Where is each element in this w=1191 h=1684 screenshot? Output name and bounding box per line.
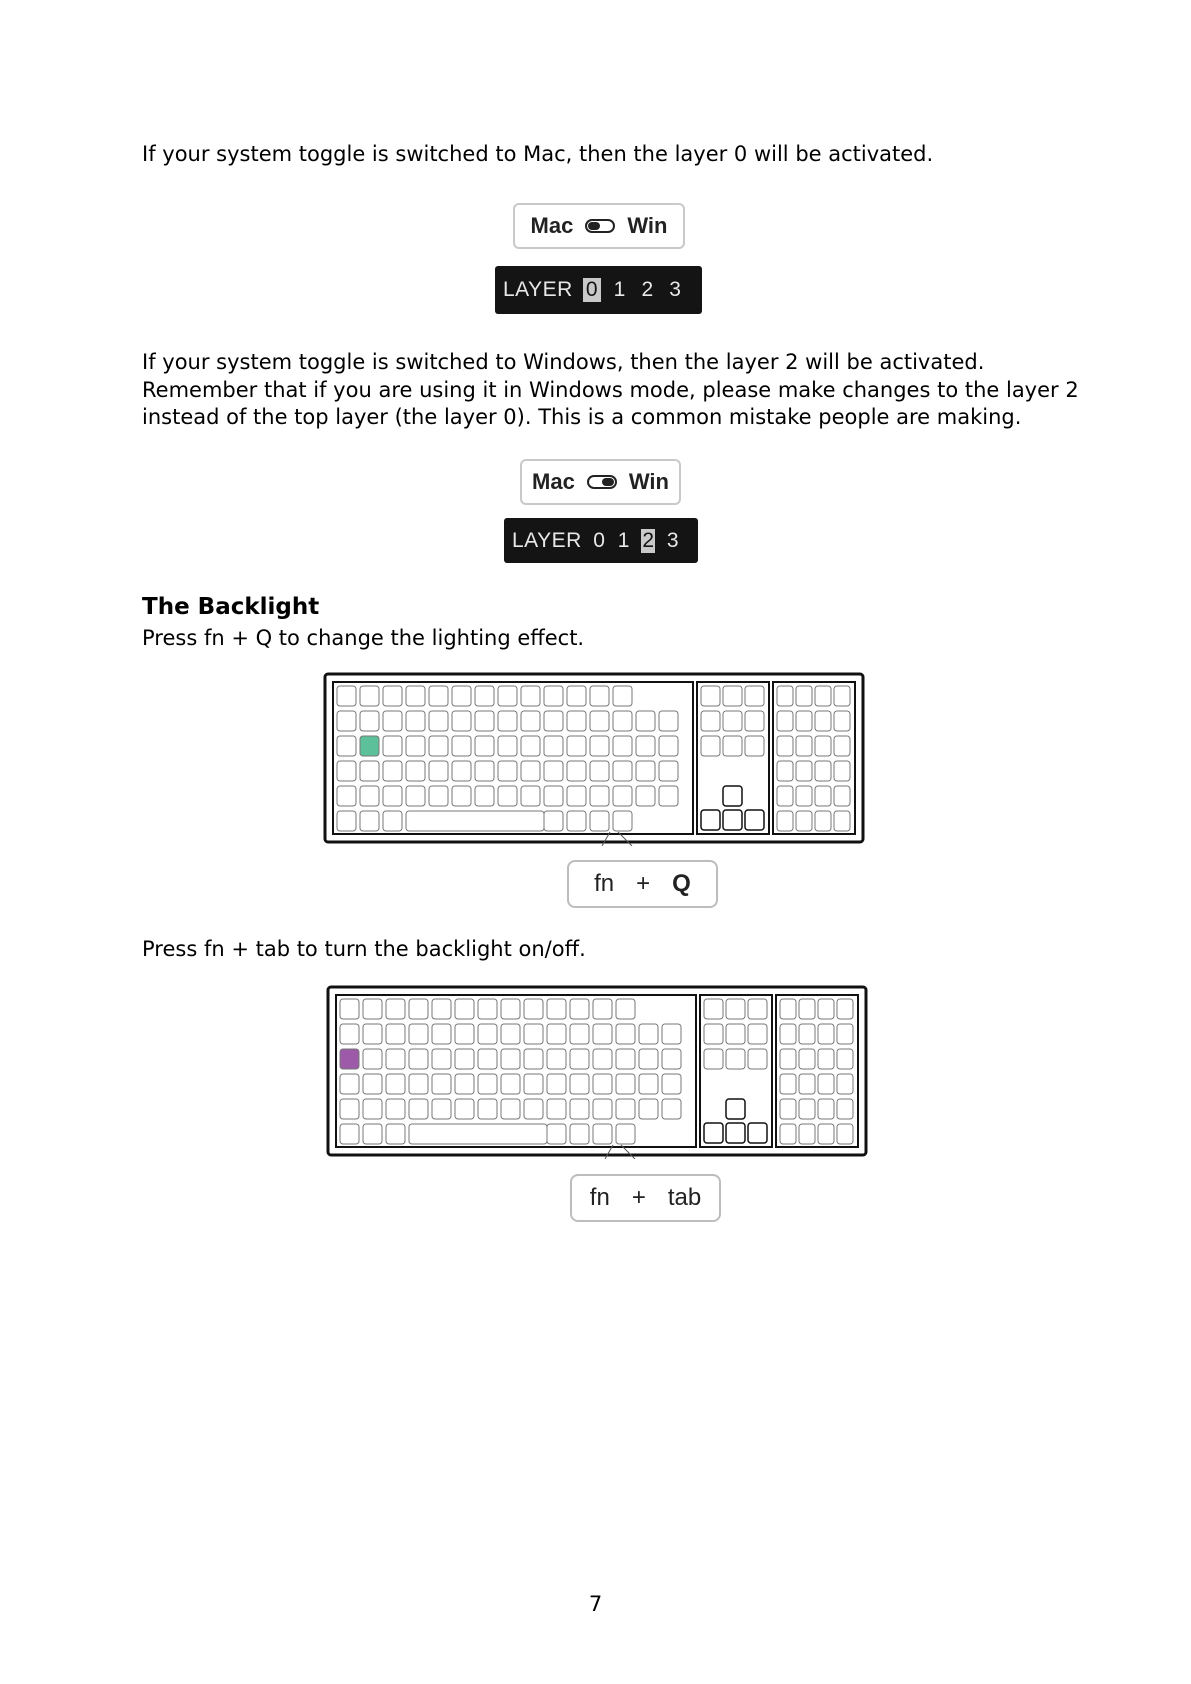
key (455, 1024, 474, 1044)
key (544, 761, 563, 781)
key (799, 1124, 815, 1144)
key (383, 761, 402, 781)
key (799, 1074, 815, 1094)
key (478, 999, 497, 1019)
key (478, 1049, 497, 1069)
key (616, 1099, 635, 1119)
mac-mode-text: If your system toggle is switched to Mac, then the layer 0 will be activated. (142, 142, 934, 166)
key (837, 1074, 853, 1094)
key (409, 1074, 428, 1094)
key (429, 686, 448, 706)
layer-indicator-win (504, 518, 698, 563)
key (837, 1049, 853, 1069)
key (455, 1049, 474, 1069)
key (662, 1074, 681, 1094)
key (478, 1099, 497, 1119)
toggle-win-label: Win (627, 213, 668, 238)
key (547, 1049, 566, 1069)
layer-label: LAYER (503, 278, 573, 301)
key (452, 761, 471, 781)
key (704, 1049, 723, 1069)
layer-indicator-mac (495, 266, 702, 314)
key (616, 999, 635, 1019)
key (429, 736, 448, 756)
key (337, 761, 356, 781)
key (475, 786, 494, 806)
key (406, 786, 425, 806)
arrow-key (745, 810, 764, 830)
key (452, 686, 471, 706)
key (567, 686, 586, 706)
key (780, 1024, 796, 1044)
key (409, 1124, 547, 1144)
arrow-up-key (723, 786, 742, 806)
key (837, 1024, 853, 1044)
key (701, 711, 720, 731)
callout-key-fn: fn (589, 1184, 610, 1211)
key (570, 1049, 589, 1069)
key (659, 711, 678, 731)
key (815, 736, 831, 756)
key (777, 686, 793, 706)
key (524, 1024, 543, 1044)
key (834, 686, 850, 706)
key (704, 1024, 723, 1044)
key (834, 786, 850, 806)
key (777, 711, 793, 731)
key (498, 686, 517, 706)
key (616, 1074, 635, 1094)
key (432, 1074, 451, 1094)
highlighted-key (340, 1049, 359, 1069)
mac-win-toggle-mac (513, 203, 685, 249)
key (818, 1049, 834, 1069)
key (521, 736, 540, 756)
key (429, 786, 448, 806)
key (659, 761, 678, 781)
key (748, 1049, 767, 1069)
key (815, 761, 831, 781)
key (726, 1049, 745, 1069)
key (704, 999, 723, 1019)
layer-2: 2 (642, 528, 655, 552)
arrow-up-key (726, 1099, 745, 1119)
shortcut-callout-fn-q (567, 860, 718, 908)
key (777, 786, 793, 806)
page-number: 7 (588, 1592, 603, 1616)
key (780, 1049, 796, 1069)
key (501, 999, 520, 1019)
key (616, 1124, 635, 1144)
key (567, 761, 586, 781)
key (340, 999, 359, 1019)
key (662, 1049, 681, 1069)
key (659, 786, 678, 806)
key (547, 1099, 566, 1119)
backlight-effect-text: Press fn + Q to change the lighting effect. (142, 626, 585, 650)
key (777, 811, 793, 831)
key (796, 786, 812, 806)
key (501, 1099, 520, 1119)
key (452, 786, 471, 806)
key (455, 1099, 474, 1119)
key (544, 811, 563, 831)
key (639, 1049, 658, 1069)
key (409, 1099, 428, 1119)
key (837, 999, 853, 1019)
key (780, 1074, 796, 1094)
key (567, 711, 586, 731)
win-mode-text-line2: Remember that if you are using it in Windows mode, please make changes to the layer 2 (142, 378, 1079, 402)
key (409, 1024, 428, 1044)
key (570, 999, 589, 1019)
layer-3: 3 (666, 528, 679, 552)
key (818, 1074, 834, 1094)
key (363, 1074, 382, 1094)
key (570, 1074, 589, 1094)
key (544, 686, 563, 706)
key (837, 1124, 853, 1144)
layer-0: 0 (593, 528, 605, 552)
callout-key-q: Q (672, 870, 691, 897)
toggle-switch-icon (585, 219, 615, 233)
toggle-mac-label: Mac (530, 213, 574, 238)
key (570, 1024, 589, 1044)
key (544, 736, 563, 756)
key (363, 1049, 382, 1069)
key (616, 1024, 635, 1044)
arrow-key (701, 810, 720, 830)
key (360, 811, 379, 831)
key (547, 1074, 566, 1094)
key (547, 999, 566, 1019)
key (360, 686, 379, 706)
key (815, 786, 831, 806)
key (799, 1024, 815, 1044)
key (636, 711, 655, 731)
key (613, 711, 632, 731)
key (478, 1074, 497, 1094)
key (340, 1124, 359, 1144)
layer-0: 0 (583, 278, 601, 302)
key (429, 761, 448, 781)
key (406, 761, 425, 781)
callout-plus: + (631, 1184, 646, 1211)
callout-key-tab: tab (667, 1184, 702, 1211)
key (360, 786, 379, 806)
key (796, 736, 812, 756)
mac-win-toggle-win (520, 459, 681, 505)
key (455, 1074, 474, 1094)
backlight-heading: The Backlight (142, 594, 320, 620)
key (748, 1024, 767, 1044)
key (593, 999, 612, 1019)
key (723, 711, 742, 731)
key (363, 1124, 382, 1144)
key (383, 736, 402, 756)
key (593, 1124, 612, 1144)
key (432, 1099, 451, 1119)
arrow-key (748, 1123, 767, 1143)
key (796, 761, 812, 781)
key (521, 761, 540, 781)
key (340, 1024, 359, 1044)
key (834, 761, 850, 781)
key (780, 1124, 796, 1144)
highlighted-key (360, 736, 379, 756)
backlight-toggle-text: Press fn + tab to turn the backlight on/off. (142, 937, 586, 961)
key (544, 711, 563, 731)
key (590, 811, 609, 831)
key (360, 711, 379, 731)
key (524, 1049, 543, 1069)
key (636, 761, 655, 781)
key (521, 786, 540, 806)
key (570, 1099, 589, 1119)
key (818, 999, 834, 1019)
key (662, 1024, 681, 1044)
key (799, 1049, 815, 1069)
key (613, 686, 632, 706)
key (723, 686, 742, 706)
key (524, 999, 543, 1019)
key (475, 686, 494, 706)
key (363, 1024, 382, 1044)
key (780, 1099, 796, 1119)
key (337, 736, 356, 756)
key (383, 811, 402, 831)
key (636, 736, 655, 756)
key (475, 761, 494, 781)
key (796, 811, 812, 831)
key (429, 711, 448, 731)
key (547, 1024, 566, 1044)
key (478, 1024, 497, 1044)
key (501, 1024, 520, 1044)
key (455, 999, 474, 1019)
key (799, 999, 815, 1019)
key (780, 999, 796, 1019)
key (386, 1024, 405, 1044)
key (818, 1124, 834, 1144)
callout-key-fn: fn (594, 870, 615, 897)
key (498, 711, 517, 731)
key (590, 786, 609, 806)
key (818, 1024, 834, 1044)
layer-2: 2 (641, 278, 654, 301)
key (363, 999, 382, 1019)
key (406, 811, 544, 831)
key (837, 1099, 853, 1119)
key (406, 686, 425, 706)
key (639, 1099, 658, 1119)
key (593, 1049, 612, 1069)
key (570, 1124, 589, 1144)
key (745, 711, 764, 731)
key (567, 811, 586, 831)
arrow-key (704, 1123, 723, 1143)
key (818, 1099, 834, 1119)
layer-1: 1 (617, 528, 630, 552)
key (636, 786, 655, 806)
key (386, 1049, 405, 1069)
key (524, 1074, 543, 1094)
toggle-switch-icon (587, 475, 617, 489)
key (613, 736, 632, 756)
key (406, 711, 425, 731)
key (340, 1099, 359, 1119)
key (590, 736, 609, 756)
key (815, 686, 831, 706)
key (815, 811, 831, 831)
key (360, 761, 379, 781)
key (432, 1024, 451, 1044)
win-mode-text-line1: If your system toggle is switched to Windows, then the layer 2 will be activated. (142, 350, 985, 374)
key (521, 711, 540, 731)
key (745, 686, 764, 706)
key (799, 1099, 815, 1119)
key (337, 686, 356, 706)
key (567, 736, 586, 756)
key (475, 736, 494, 756)
shortcut-callout-fn-tab (570, 1174, 721, 1222)
key (337, 786, 356, 806)
key (613, 786, 632, 806)
key (639, 1074, 658, 1094)
key (745, 736, 764, 756)
arrow-key (723, 810, 742, 830)
key (613, 811, 632, 831)
key (386, 1099, 405, 1119)
key (726, 999, 745, 1019)
key (432, 999, 451, 1019)
layer-3: 3 (669, 278, 681, 301)
key (337, 711, 356, 731)
win-mode-text-line3: instead of the top layer (the layer 0). This is a common mistake people are making. (142, 405, 1022, 429)
key (662, 1099, 681, 1119)
key (498, 761, 517, 781)
key (815, 711, 831, 731)
key (590, 711, 609, 731)
key (639, 1024, 658, 1044)
key (701, 686, 720, 706)
key (659, 736, 678, 756)
key (386, 999, 405, 1019)
key (593, 1074, 612, 1094)
key (409, 999, 428, 1019)
key (521, 686, 540, 706)
key (475, 711, 494, 731)
key (409, 1049, 428, 1069)
key (796, 686, 812, 706)
key (383, 786, 402, 806)
key (593, 1099, 612, 1119)
key (723, 736, 742, 756)
key (498, 786, 517, 806)
key (777, 761, 793, 781)
key (567, 786, 586, 806)
key (834, 736, 850, 756)
key (590, 761, 609, 781)
key (777, 736, 793, 756)
key (524, 1099, 543, 1119)
toggle-win-label: Win (628, 469, 669, 494)
key (340, 1074, 359, 1094)
key (834, 711, 850, 731)
key (452, 736, 471, 756)
key (613, 761, 632, 781)
key (501, 1074, 520, 1094)
layer-1: 1 (613, 278, 626, 301)
key (796, 711, 812, 731)
key (748, 999, 767, 1019)
arrow-key (726, 1123, 745, 1143)
key (834, 811, 850, 831)
key (498, 736, 517, 756)
key (386, 1074, 405, 1094)
key (593, 1024, 612, 1044)
keyboard-diagram-fn-tab (326, 985, 868, 1159)
key (337, 811, 356, 831)
key (432, 1049, 451, 1069)
keyboard-diagram-fn-q (323, 672, 865, 846)
toggle-mac-label: Mac (532, 469, 575, 494)
key (726, 1024, 745, 1044)
key (701, 736, 720, 756)
key (547, 1124, 566, 1144)
key (616, 1049, 635, 1069)
callout-plus: + (636, 870, 651, 897)
key (501, 1049, 520, 1069)
key (386, 1124, 405, 1144)
key (452, 711, 471, 731)
key (383, 711, 402, 731)
layer-label: LAYER (512, 528, 582, 552)
key (590, 686, 609, 706)
key (383, 686, 402, 706)
key (544, 786, 563, 806)
key (406, 736, 425, 756)
key (363, 1099, 382, 1119)
